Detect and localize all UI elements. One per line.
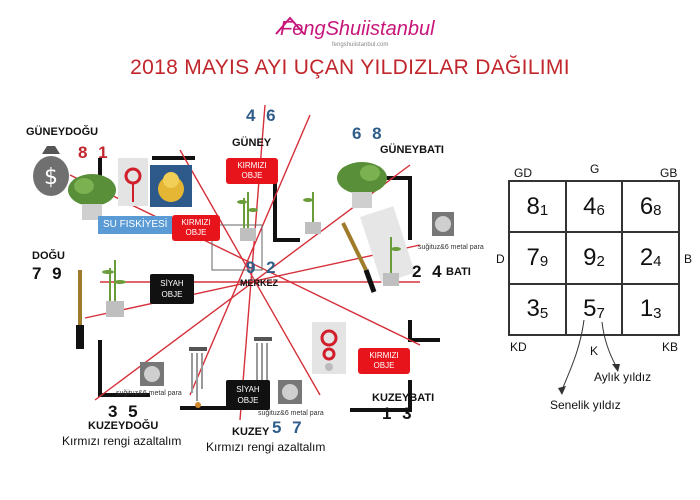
sector-note-kuzeydogu: Kırmızı rengi azaltalım [62,434,182,448]
tassel-icon [338,218,378,293]
sector-label-kuzeybati: KUZEYBATI [372,392,435,404]
grid-cell-kd: 3 5 [509,284,566,335]
sector-stars-bati: 2 4 [412,262,445,281]
grid-cell-kb: 1 3 [622,284,679,335]
sector-label-guneybati: GÜNEYBATI [380,144,444,156]
tag-red-object-guney: KIRMIZI OBJE [226,158,278,184]
sector-label-guneydogu: GÜNEYDOĞU [26,126,99,138]
coin-bowl-icon [140,362,164,386]
legend-annual-star: Senelik yıldız [550,398,621,412]
tassel-icon [70,270,90,350]
grid-label-gd: GD [514,166,532,180]
red-chinese-knot-icon [312,322,346,374]
logo-subtitle: fengshuiistanbul.com [332,42,389,48]
wind-chime-icon [185,345,211,410]
sector-stars-kuzeybati: 1 3 [382,404,415,423]
sector-label-merkez: MERKEZ [240,278,278,288]
metal-note-kuzeydogu: suğituz&6 metal para [116,390,182,397]
arrow-head [558,386,566,395]
grid-label-d: D [496,252,505,266]
sector-label-dogu: DOĞU [32,250,65,262]
grid-cell-gd: 8 1 [509,181,566,232]
grid-label-k: K [590,344,599,358]
grid-label-kb: KB [662,340,679,354]
grid-cell-k: 5 7 [566,284,623,335]
sector-stars-guneydogu: 8 1 [78,143,111,162]
metal-note-bati: suğituz&6 metal para [418,244,484,251]
grid-cell-d: 7 9 [509,232,566,283]
coin-bowl-icon [278,380,302,404]
grid-label-kd: KD [510,340,527,354]
sector-label-bati: BATI [446,266,471,278]
legend-monthly-star: Aylık yıldız [594,370,652,384]
lucky-bamboo-icon [300,190,326,235]
sector-stars-merkez: 9 2 [246,258,279,277]
grid-cell-b: 2 4 [622,232,679,283]
sector-stars-kuzeydogu: 3 5 [108,402,141,421]
lucky-bamboo-icon [378,235,404,287]
coin-bowl-icon [432,212,454,236]
tag-water-fountain: SU FISKİYESİ [98,216,172,234]
lucky-bamboo-icon [235,190,261,242]
sector-label-guney: GÜNEY [232,137,272,149]
grid-cell-merkez: 9 2 [566,232,623,283]
metal-note-kuzey: suğituz&6 metal para [258,410,324,417]
grid-cell-gb: 6 8 [622,181,679,232]
logo-name: FengShuiistanbul [280,18,435,40]
sector-stars-guney: 4 6 [246,106,279,125]
sector-stars-guneybati: 6 8 [352,124,385,143]
tag-red-object-kuzeybati: KIRMIZI OBJE [358,348,410,374]
potted-plant-icon [66,172,118,222]
potted-plant-icon [335,160,390,210]
tag-black-object-dogu: SİYAH OBJE [150,274,194,304]
grid-cell-g: 4 6 [566,181,623,232]
red-chinese-knot-icon [118,158,148,206]
sector-stars-kuzey: 5 7 [272,418,305,437]
money-bag-icon [30,140,72,198]
lucky-cat-icon [150,165,192,207]
grid-label-g: G [590,162,600,176]
svg-text:$: $ [44,165,58,190]
legend-arrows [540,300,660,410]
tag-red-object-guneydogu: KIRMIZI OBJE [172,215,220,241]
sector-label-kuzeydogu: KUZEYDOĞU [88,420,159,432]
sector-label-kuzey: KUZEY [232,426,270,438]
sector-note-kuzey: Kırmızı rengi azaltalım [206,440,326,454]
grid-label-gb: GB [660,166,678,180]
lucky-bamboo-icon [100,258,130,318]
tag-black-object-kuzey: SİYAH OBJE [226,380,270,410]
sector-stars-dogu: 7 9 [32,264,65,283]
grid-label-b: B [684,252,693,266]
page-title: 2018 MAYIS AYI UÇAN YILDIZLAR DAĞILIMI [130,56,570,79]
